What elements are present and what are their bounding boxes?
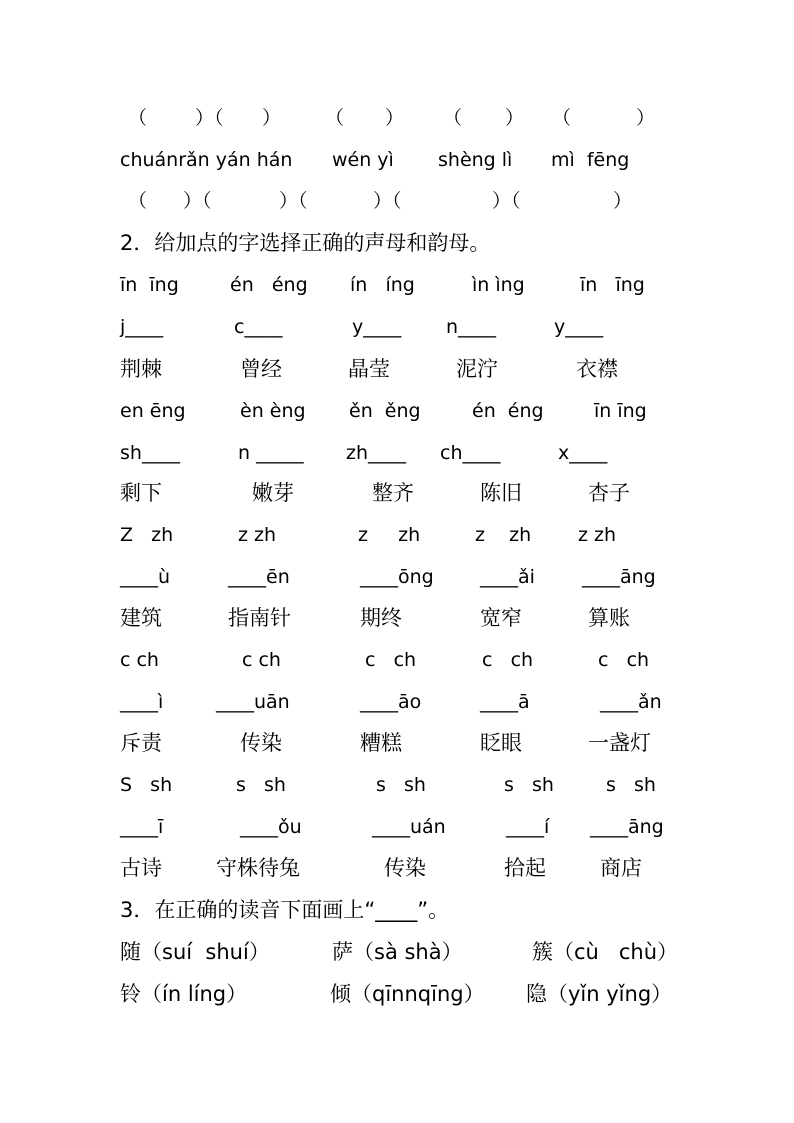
pinyin-text: n _____: [238, 442, 304, 464]
pinyin-text: ____uān: [216, 691, 290, 713]
pinyin-text: ）: [505, 107, 525, 129]
pinyin-text: s sh: [376, 774, 426, 796]
pinyin-text: ín íng: [350, 274, 415, 296]
hanzi-word: 斥责: [120, 731, 162, 755]
pinyin-row: [0, 103, 794, 133]
pinyin-text: （: [128, 190, 148, 212]
pinyin-text: ìn ìng: [472, 274, 525, 296]
hanzi-word: 陈旧: [480, 481, 522, 505]
pinyin-text: shèng lì: [438, 149, 513, 171]
pinyin-text: ____ǎn: [600, 691, 662, 713]
pinyin-text: ）: [613, 190, 633, 212]
pinyin-text: ____ǒu: [240, 816, 302, 838]
pinyin-text: s sh: [606, 774, 656, 796]
hanzi-row: [0, 937, 794, 967]
pinyin-text: ____ā: [480, 691, 530, 713]
pinyin-row: [0, 687, 794, 717]
pinyin-text: c ch: [482, 649, 534, 671]
pinyin-text: ěn ěng: [349, 400, 421, 422]
hanzi-word: 衣襟: [576, 357, 618, 381]
pinyin-text: én éng: [472, 400, 544, 422]
pinyin-text: ____ì: [120, 691, 164, 713]
pinyin-text: en ēng: [120, 400, 186, 422]
pinyin-text: z zh: [238, 524, 277, 546]
pinyin-text: sh____: [120, 442, 180, 464]
pinyin-text: īn īng: [120, 274, 179, 296]
pinyin-text: èn èng: [240, 400, 306, 422]
section-heading: [0, 895, 794, 925]
pinyin-row: [0, 520, 794, 550]
pinyin-row: [0, 645, 794, 675]
hanzi-word: 晶莹: [348, 357, 390, 381]
hanzi-word: 糟糕: [360, 731, 402, 755]
hanzi-word: 铃（ín líng）: [120, 982, 248, 1006]
hanzi-word: 整齐: [372, 481, 414, 505]
hanzi-word: 嫩芽: [252, 481, 294, 505]
pinyin-text: zh____: [346, 442, 407, 464]
hanzi-word: 荆棘: [120, 357, 162, 381]
hanzi-word: 传染: [240, 731, 282, 755]
pinyin-row: [0, 438, 794, 468]
pinyin-row: [0, 770, 794, 800]
pinyin-text: c ch: [598, 649, 650, 671]
pinyin-row: [0, 812, 794, 842]
pinyin-text: z zh: [358, 524, 421, 546]
hanzi-row: [0, 979, 794, 1009]
pinyin-text: ）: [385, 107, 405, 129]
pinyin-text: c ch: [242, 649, 281, 671]
hanzi-word: 一盏灯: [588, 731, 651, 755]
hanzi-word: 建筑: [120, 606, 162, 630]
pinyin-row: [0, 396, 794, 426]
pinyin-text: ____ōng: [360, 566, 434, 588]
hanzi-word: 剩下: [120, 481, 162, 505]
pinyin-row: [0, 312, 794, 342]
pinyin-text: （: [325, 107, 345, 129]
pinyin-text: n____: [446, 316, 497, 338]
pinyin-text: ____uán: [372, 816, 446, 838]
pinyin-text: c ch: [120, 649, 159, 671]
pinyin-text: j____: [120, 316, 164, 338]
hanzi-word: 传染: [384, 856, 426, 880]
pinyin-text: z zh: [475, 524, 532, 546]
hanzi-word: 隐（yǐn yǐng）: [526, 982, 673, 1006]
pinyin-row: [0, 270, 794, 300]
pinyin-text: ）（: [183, 190, 212, 212]
hanzi-row: [0, 728, 794, 758]
pinyin-text: ____ù: [120, 566, 171, 588]
pinyin-text: ____āng: [582, 566, 656, 588]
pinyin-text: ）（: [195, 107, 224, 129]
pinyin-text: c____: [234, 316, 283, 338]
pinyin-text: y____: [352, 316, 402, 338]
pinyin-text: ）: [636, 107, 656, 129]
hanzi-word: 萨（sà shà）: [332, 940, 463, 964]
hanzi-word: 守株待兔: [216, 856, 300, 880]
section-heading: [0, 228, 794, 258]
pinyin-text: én éng: [230, 274, 308, 296]
pinyin-text: S sh: [120, 774, 173, 796]
pinyin-text: Z zh: [120, 524, 174, 546]
hanzi-word: 宽窄: [480, 606, 522, 630]
pinyin-text: （: [443, 107, 463, 129]
pinyin-text: ____ī: [120, 816, 164, 838]
hanzi-word: 指南针: [228, 606, 291, 630]
hanzi-word: 商店: [600, 856, 642, 880]
pinyin-text: ）: [262, 107, 282, 129]
pinyin-text: mì fēng: [551, 149, 630, 171]
hanzi-word: 眨眼: [480, 731, 522, 755]
hanzi-row: [0, 478, 794, 508]
pinyin-text: ）（: [279, 190, 308, 212]
pinyin-text: s sh: [504, 774, 554, 796]
hanzi-word: 泥泞: [456, 357, 498, 381]
pinyin-text: （: [552, 107, 572, 129]
pinyin-text: ____í: [506, 816, 550, 838]
pinyin-row: [0, 145, 794, 175]
hanzi-word: 随（suí shuí）: [120, 940, 270, 964]
hanzi-word: 算账: [588, 606, 630, 630]
pinyin-text: ____āng: [590, 816, 664, 838]
pinyin-text: wén yì: [332, 149, 394, 171]
pinyin-row: [0, 562, 794, 592]
pinyin-text: x____: [558, 442, 608, 464]
hanzi-word: 拾起: [504, 856, 546, 880]
pinyin-text: ____ǎi: [480, 566, 535, 588]
hanzi-word: 古诗: [120, 856, 162, 880]
pinyin-text: īn īng: [594, 400, 647, 422]
pinyin-text: ____ēn: [228, 566, 290, 588]
hanzi-word: 簇（cù chù）: [532, 940, 679, 964]
pinyin-text: ____āo: [360, 691, 422, 713]
hanzi-word: 期终: [360, 606, 402, 630]
hanzi-word: 曾经: [240, 357, 282, 381]
hanzi-word: 倾（qīnnqīng）: [330, 982, 485, 1006]
pinyin-text: ）（: [373, 190, 402, 212]
pinyin-text: ）（: [492, 190, 521, 212]
pinyin-text: y____: [554, 316, 604, 338]
pinyin-text: （: [128, 107, 148, 129]
hanzi-row: [0, 354, 794, 384]
pinyin-text: c ch: [365, 649, 417, 671]
heading-text: 2．给加点的字选择正确的声母和韵母。: [120, 231, 491, 255]
hanzi-word: 杏子: [588, 481, 630, 505]
hanzi-row: [0, 603, 794, 633]
pinyin-text: s sh: [236, 774, 286, 796]
pinyin-text: ch____: [440, 442, 501, 464]
pinyin-text: z zh: [578, 524, 617, 546]
hanzi-row: [0, 853, 794, 883]
pinyin-text: chuánrǎn yán hán: [120, 149, 293, 171]
pinyin-row: [0, 186, 794, 216]
pinyin-text: īn īng: [580, 274, 645, 296]
heading-text: 3．在正确的读音下面画上“____”。: [120, 898, 450, 922]
